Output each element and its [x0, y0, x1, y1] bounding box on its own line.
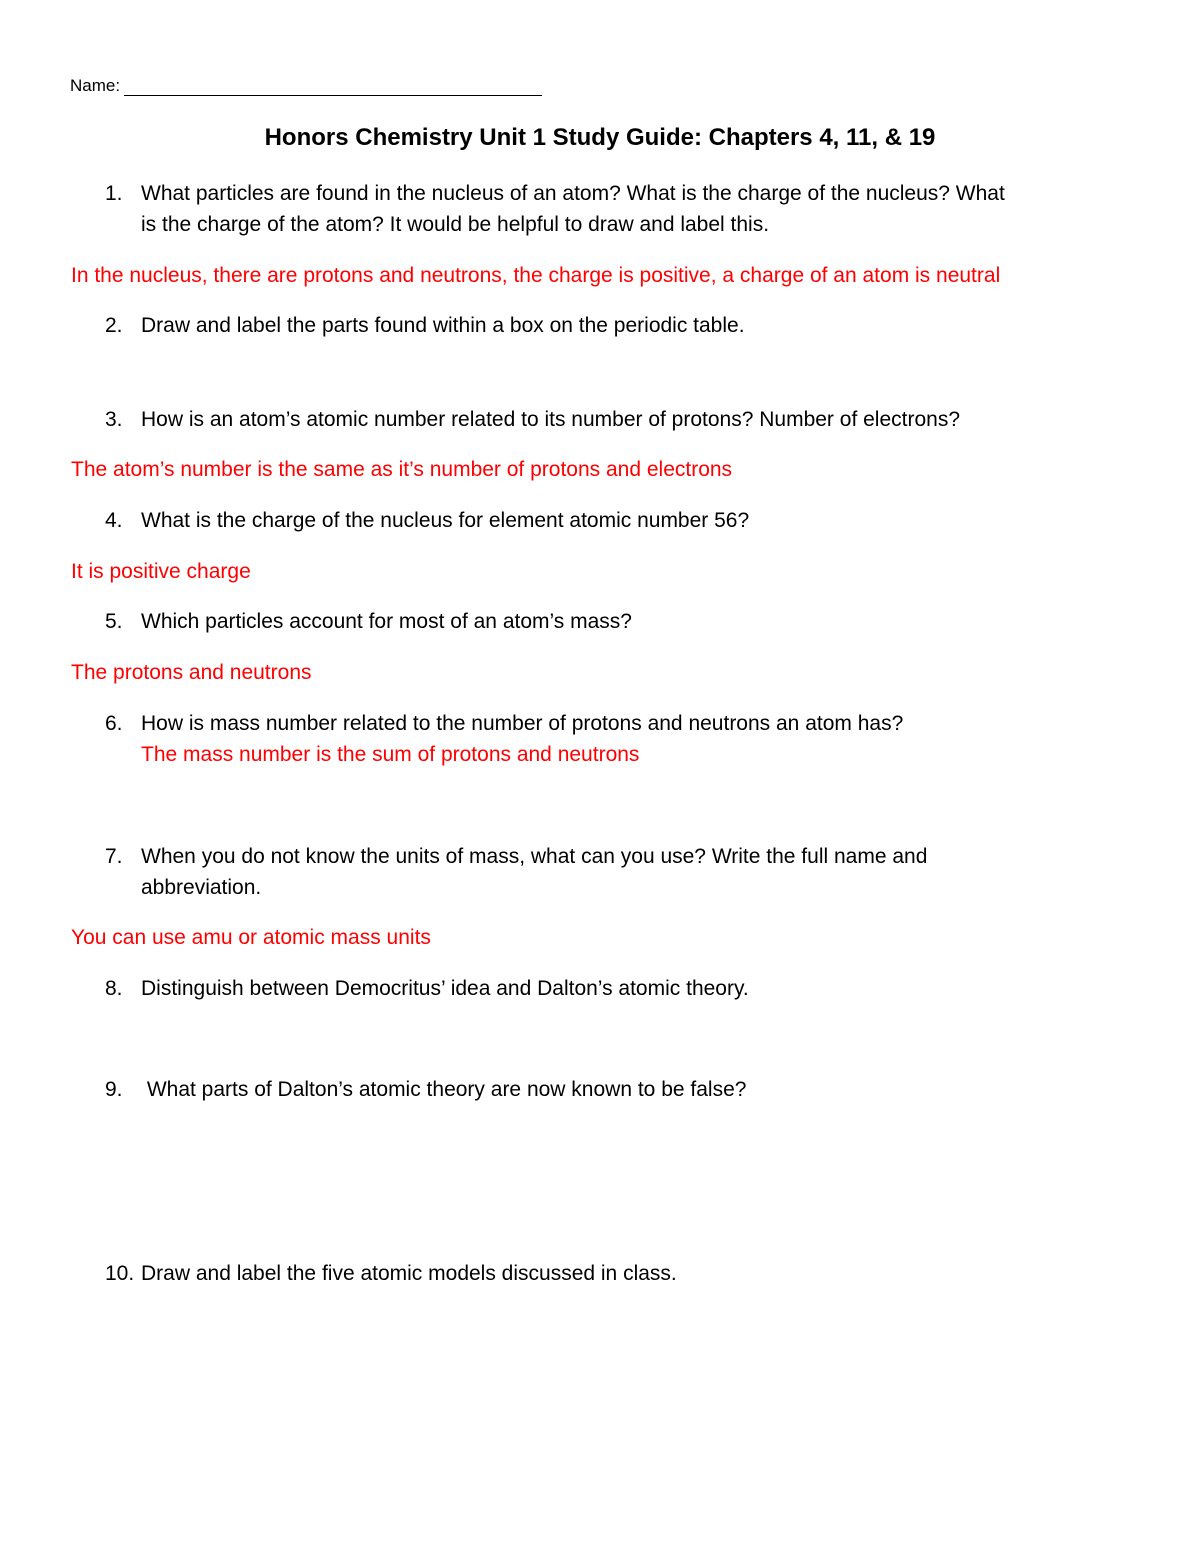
- question-number: 8.: [105, 977, 123, 1000]
- answer-6: The mass number is the sum of protons and neutrons: [141, 743, 640, 766]
- question-number: 2.: [105, 314, 123, 337]
- question-text-line: abbreviation.: [141, 876, 262, 899]
- question-1: [0, 178, 1200, 240]
- question-text-line: What parts of Dalton’s atomic theory are now known to be false?: [141, 1078, 747, 1101]
- question-2: [0, 310, 1200, 341]
- page-title: Honors Chemistry Unit 1 Study Guide: Chapters 4, 11, & 19: [264, 124, 936, 151]
- question-text-line: Distinguish between Democritus’ idea and Dalton’s atomic theory.: [141, 977, 749, 1000]
- question-4: [0, 505, 1200, 536]
- answer-7: You can use amu or atomic mass units: [71, 926, 431, 949]
- answer-3: The atom’s number is the same as it’s number of protons and electrons: [71, 458, 733, 481]
- question-number: 10.: [105, 1262, 135, 1285]
- question-text-line: Draw and label the five atomic models discussed in class.: [141, 1262, 677, 1285]
- question-10: [0, 1258, 1200, 1289]
- question-9: [0, 1074, 1200, 1105]
- question-7: [0, 841, 1200, 903]
- question-number: 3.: [105, 408, 123, 431]
- question-number: 9.: [105, 1078, 123, 1101]
- answer-5: The protons and neutrons: [71, 661, 312, 684]
- question-text-line: What particles are found in the nucleus of an atom? What is the charge of the nucleus? What: [141, 182, 1005, 205]
- question-text-line: Draw and label the parts found within a box on the periodic table.: [141, 314, 745, 337]
- question-text-line: How is mass number related to the number of protons and neutrons an atom has?: [141, 712, 904, 735]
- question-6: [0, 708, 1200, 739]
- question-text-line: What is the charge of the nucleus for element atomic number 56?: [141, 509, 750, 532]
- question-text-line: How is an atom’s atomic number related to its number of protons? Number of electrons?: [141, 408, 960, 431]
- question-text-line: When you do not know the units of mass, what can you use? Write the full name and: [141, 845, 928, 868]
- question-number: 6.: [105, 712, 123, 735]
- question-number: 1.: [105, 182, 123, 205]
- question-3: [0, 404, 1200, 435]
- name-blank-line[interactable]: [124, 77, 542, 96]
- question-number: 5.: [105, 610, 123, 633]
- question-8: [0, 973, 1200, 1004]
- answer-4: It is positive charge: [71, 560, 251, 583]
- question-text-line: Which particles account for most of an atom’s mass?: [141, 610, 632, 633]
- question-number: 4.: [105, 509, 123, 532]
- name-label: Name:: [70, 76, 121, 95]
- question-5: [0, 606, 1200, 637]
- name-field: [70, 76, 542, 96]
- answer-1: In the nucleus, there are protons and neutrons, the charge is positive, a charge of an atom is neutral: [71, 264, 1001, 287]
- question-number: 7.: [105, 845, 123, 868]
- question-text-line: is the charge of the atom? It would be helpful to draw and label this.: [141, 213, 770, 236]
